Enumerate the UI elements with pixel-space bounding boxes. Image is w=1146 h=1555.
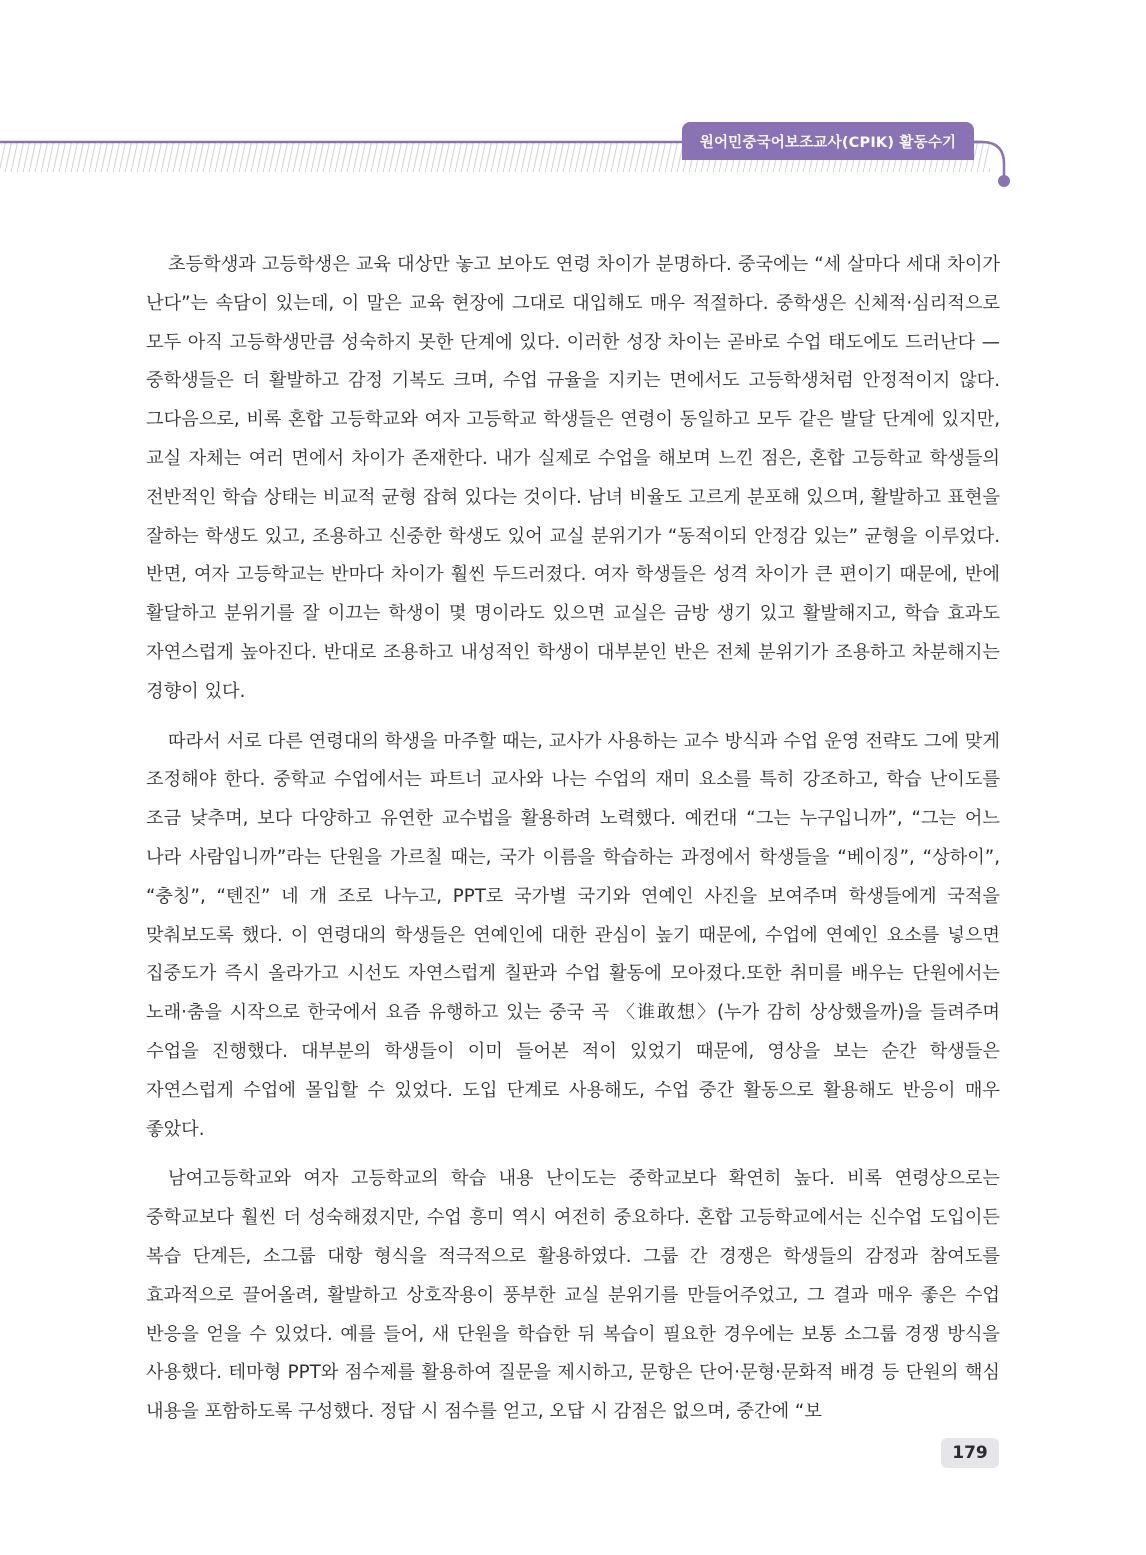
header-dot-icon	[998, 175, 1010, 187]
header-decoration	[0, 0, 1146, 200]
paragraph-1: 초등학생과 고등학생은 교육 대상만 놓고 보아도 연령 차이가 분명하다. 중국에는 “세 살마다 세대 차이가 난다”는 속담이 있는데, 이 말은 교육 현장에 그대로 대입해도 매우 적절하다. 중학생은 신체적·심리적으로 모두 아직 고등학생만큼 성숙하지 못한 단계에 있다. 이러한 성장 차이는 곧바로 수업 태도에도 드러난다 — 중학생들은 더 활발하고 감정 기복도 크며, 수업 규율을 지키는 면에서도 고등학생처럼 안정적이지 않다.그다음으로, 비록 혼합 고등학교와 여자 고등학교 학생들은 연령이 동일하고 모두 같은 발달 단계에 있지만, 교실 자체는 여러 면에서 차이가 존재한다. 내가 실제로 수업을 해보며 느낀 점은, 혼합 고등학교 학생들의 전반적인 학습 상태는 비교적 균형 잡혀 있다는 것이다. 남녀 비율도 고르게 분포해 있으며, 활발하고 표현을 잘하는 학생도 있고, 조용하고 신중한 학생도 있어 교실 분위기가 “동적이되 안정감 있는” 균형을 이루었다.반면, 여자 고등학교는 반마다 차이가 훨씬 두드러졌다. 여자 학생들은 성격 차이가 큰 편이기 때문에, 반에 활달하고 분위기를 잘 이끄는 학생이 몇 명이라도 있으면 교실은 금방 생기 있고 활발해지고, 학습 효과도 자연스럽게 높아진다. 반대로 조용하고 내성적인 학생이 대부분인 반은 전체 분위기가 조용하고 차분해지는 경향이 있다.	[146, 254, 1000, 702]
paragraph-3: 남여고등학교와 여자 고등학교의 학습 내용 난이도는 중학교보다 확연히 높다. 비록 연령상으로는 중학교보다 훨씬 더 성숙해졌지만, 수업 흥미 역시 여전히 중요하다. 혼합 고등학교에서는 신수업 도입이든 복습 단계든, 소그룹 대항 형식을 적극적으로 활용하였다. 그룹 간 경쟁은 학생들의 감정과 참여도를 효과적으로 끌어올려, 활발하고 상호작용이 풍부한 교실 분위기를 만들어주었고, 그 결과 매우 좋은 수업 반응을 얻을 수 있었다. 예를 들어, 새 단원을 학습한 뒤 복습이 필요한 경우에는 보통 소그룹 경쟁 방식을 사용했다. 테마형 PPT와 점수제를 활용하여 질문을 제시하고, 문항은 단어·문형·문화적 배경 등 단원의 핵심 내용을 포함하도록 구성했다. 정답 시 점수를 얻고, 오답 시 감점은 없으며, 중간에 “보	[146, 1168, 1000, 1423]
page-number: 179	[941, 1438, 999, 1468]
article-body	[146, 246, 1000, 1443]
paragraph-2: 따라서 서로 다른 연령대의 학생을 마주할 때는, 교사가 사용하는 교수 방식과 수업 운영 전략도 그에 맞게 조정해야 한다. 중학교 수업에서는 파트너 교사와 나는 수업의 재미 요소를 특히 강조하고, 학습 난이도를 조금 낮추며, 보다 다양하고 유연한 교수법을 활용하려 노력했다. 예컨대 “그는 누구입니까”, “그는 어느 나라 사람입니까”라는 단원을 가르칠 때는, 국가 이름을 학습하는 과정에서 학생들을 “베이징”, “상하이”, “충칭”, “톈진” 네 개 조로 나누고, PPT로 국가별 국기와 연예인 사진을 보여주며 학생들에게 국적을 맞춰보도록 했다. 이 연령대의 학생들은 연예인에 대한 관심이 높기 때문에, 수업에 연예인 요소를 넣으면 집중도가 즉시 올라가고 시선도 자연스럽게 칠판과 수업 활동에 모아졌다.또한 취미를 배우는 단원에서는 노래·춤을 시작으로 한국에서 요즘 유행하고 있는 중국 곡 〈谁敢想〉(누가 감히 상상했을까)을 들려주며 수업을 진행했다. 대부분의 학생들이 이미 들어본 적이 있었기 때문에, 영상을 보는 순간 학생들은 자연스럽게 수업에 몰입할 수 있었다. 도입 단계로 사용해도, 수업 중간 활동으로 활용해도 반응이 매우 좋았다.	[146, 730, 1000, 1140]
running-header-title: 원어민중국어보조교사(CPIK) 활동수기	[682, 122, 974, 160]
